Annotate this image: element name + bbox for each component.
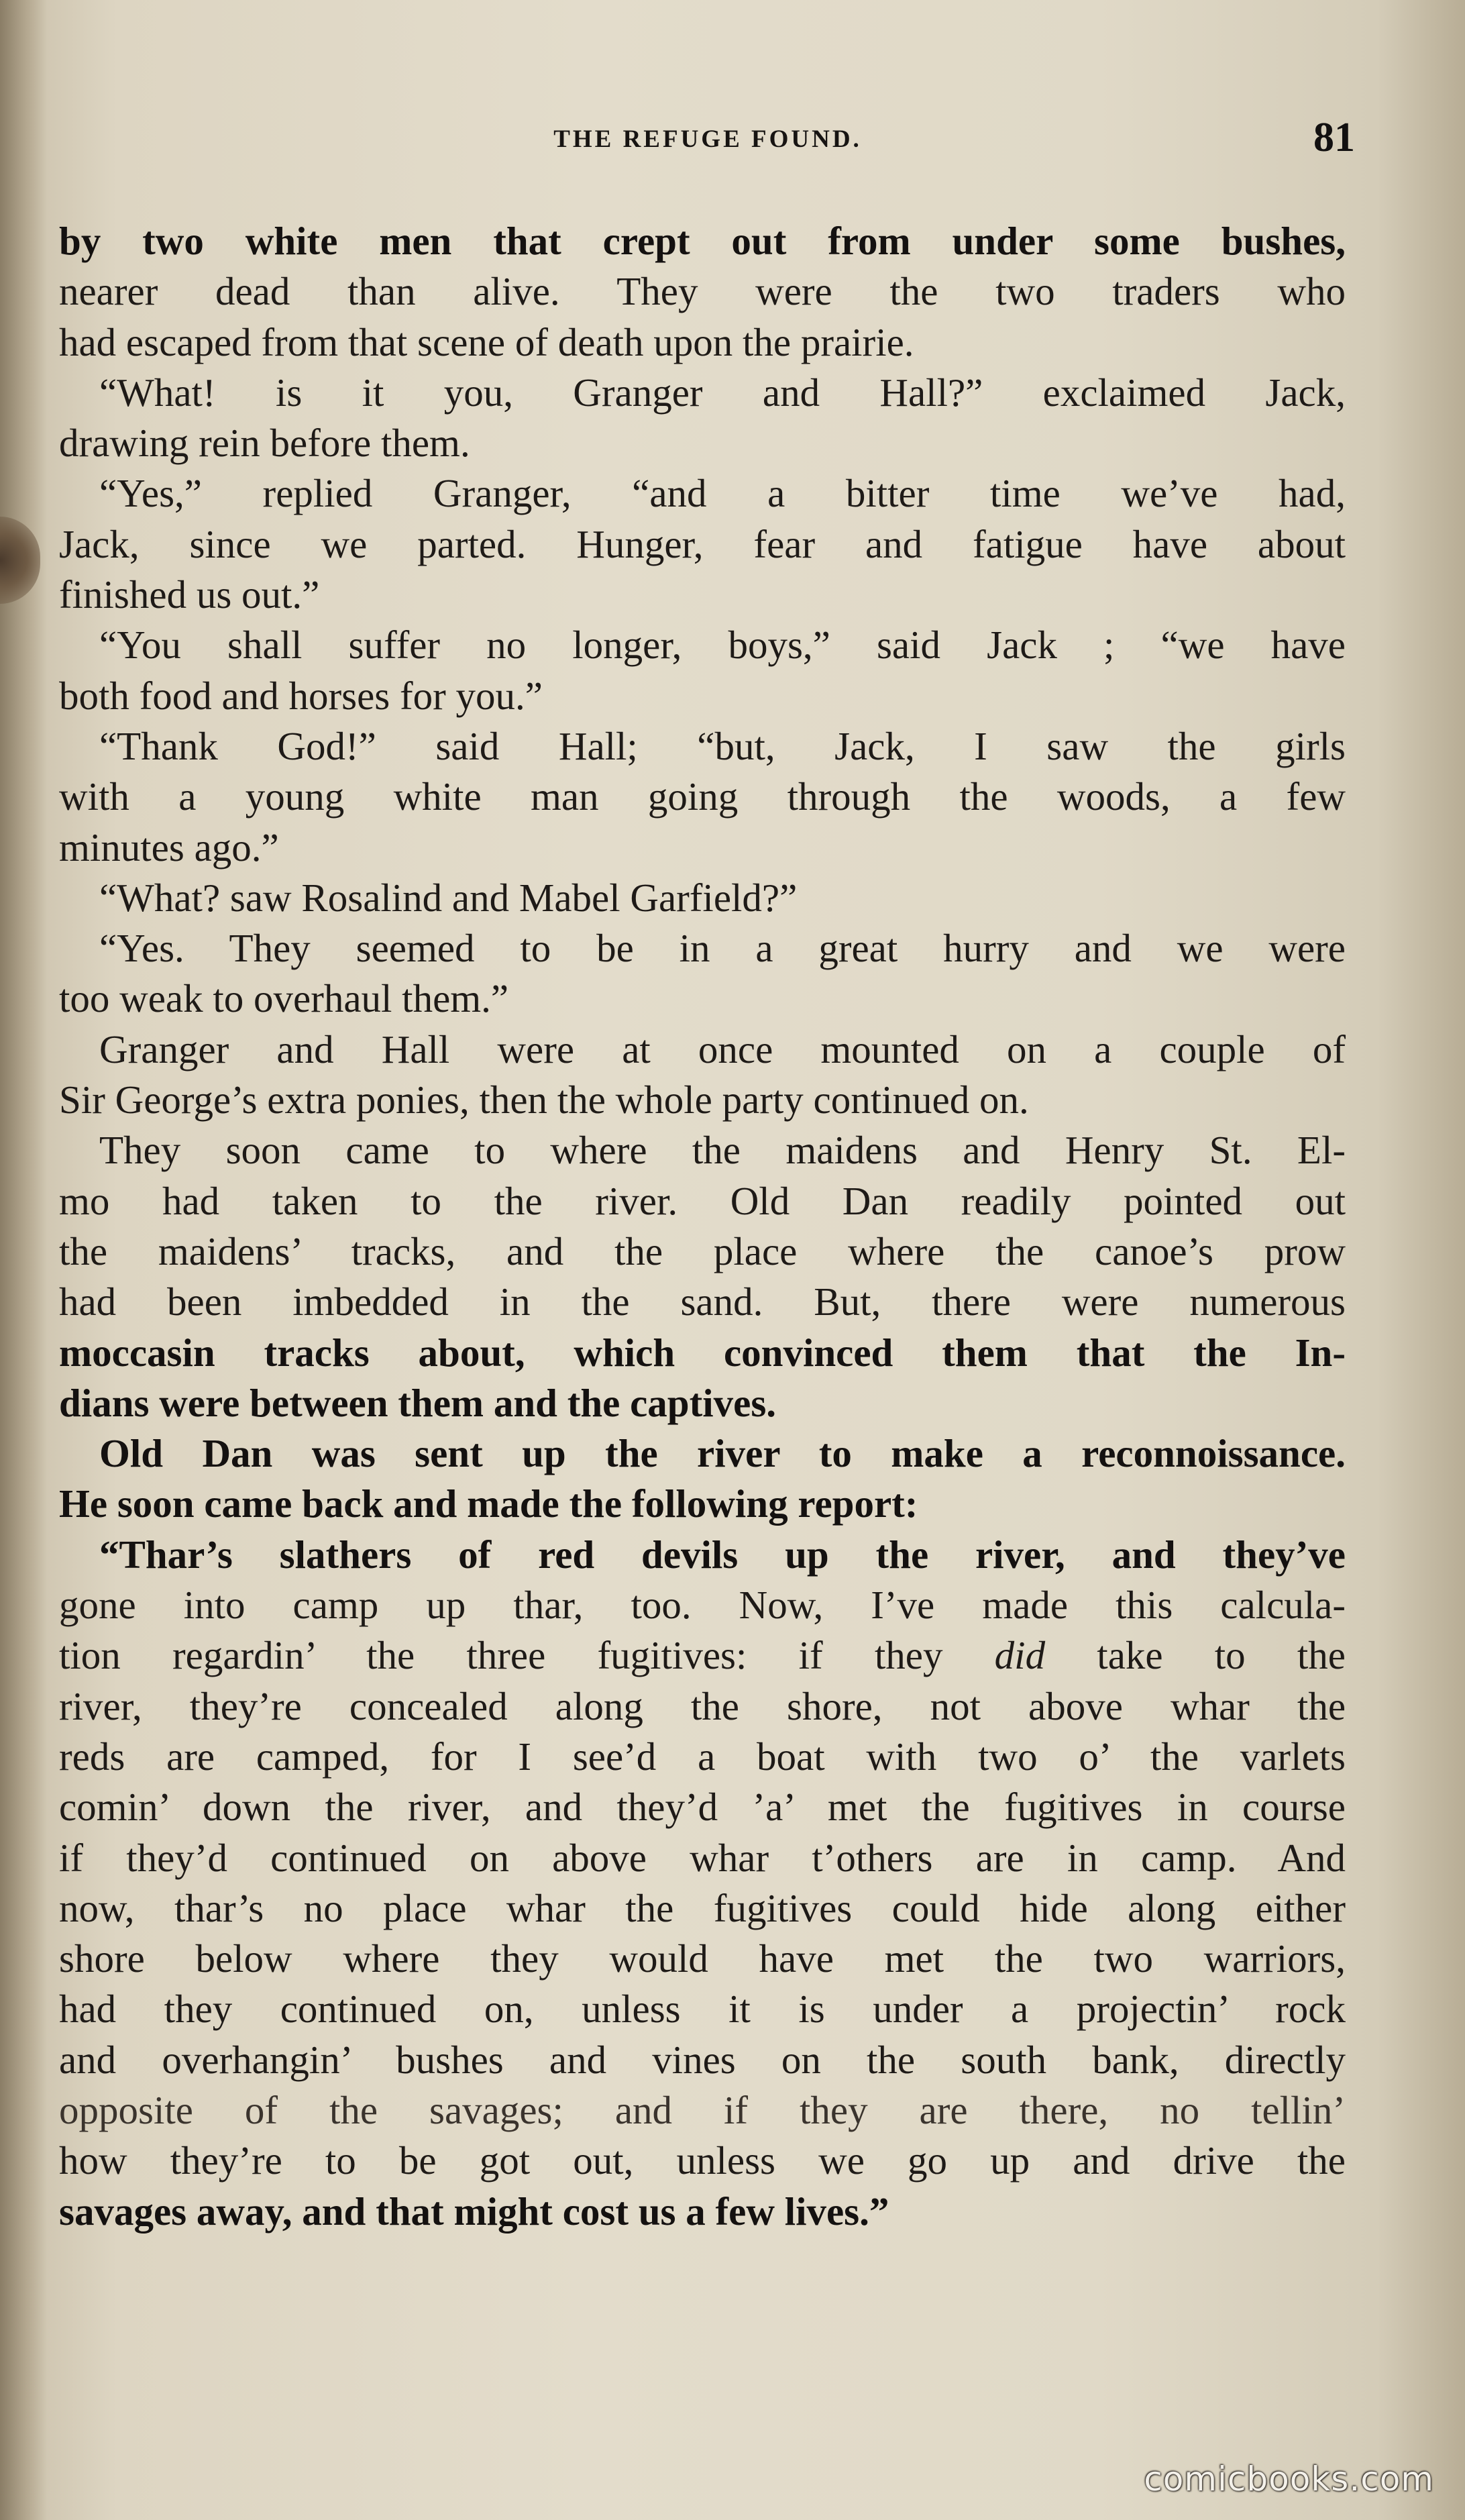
text-line: now, thar’s no place whar the fugitives could hide along either: [59, 1885, 1346, 1930]
text-line: dians were between them and the captives.: [59, 1380, 777, 1425]
text-line: Sir George’s extra ponies, then the whole party continued on.: [59, 1078, 1029, 1122]
text-line: opposite of the savages; and if they are there, no tellin’: [59, 2087, 1346, 2132]
text-line: Jack, since we parted. Hunger, fear and fatigue have about: [59, 521, 1346, 566]
text-line: mo had taken to the river. Old Dan readily pointed out: [59, 1178, 1346, 1223]
text-line: the maidens’ tracks, and the place where the canoe’s prow: [59, 1228, 1346, 1273]
text-line: had escaped from that scene of death upon the prairie.: [59, 319, 914, 364]
text-line: “Yes. They seemed to be in a great hurry and we were: [99, 926, 1346, 971]
text-line: Old Dan was sent up the river to make a reconnoissance.: [99, 1431, 1346, 1476]
text-line: river, they’re concealed along the shore, not above whar the: [59, 1683, 1346, 1728]
text-line: minutes ago.”: [59, 825, 279, 870]
text-line: had they continued on, unless it is under a projectin’ rock: [59, 1987, 1346, 2032]
text-line: with a young white man going through the woods, a few: [59, 774, 1346, 819]
text-line: and overhangin’ bushes and vines on the south bank, directly: [59, 2037, 1346, 2082]
text-line: He soon came back and made the following report:: [59, 1481, 918, 1526]
text-line: by two white men that crept out from under some bushes,: [59, 219, 1346, 263]
text-line: gone into camp up thar, too. Now, I’ve made this calcula-: [59, 1583, 1346, 1628]
text-line: “You shall suffer no longer, boys,” said Jack ; “we have: [99, 623, 1346, 668]
text-line: Granger and Hall were at once mounted on a couple of: [99, 1027, 1346, 1071]
text-line: how they’re to be got out, unless we go up and drive the: [59, 2138, 1346, 2183]
running-head: [60, 114, 1355, 174]
running-title: THE REFUGE FOUND.: [553, 125, 862, 153]
text-line: “Yes,” replied Granger, “and a bitter time we’ve had,: [99, 471, 1346, 516]
text-line: savages away, and that might cost us a few lives.”: [59, 2189, 889, 2234]
watermark: comicbooks.com: [1144, 2460, 1434, 2499]
text-line: finished us out.”: [59, 572, 320, 617]
text-line: shore below where they would have met the two warriors,: [59, 1936, 1346, 1981]
page-gutter-shadow: [0, 0, 47, 2520]
text-line: They soon came to where the maidens and Henry St. El-: [99, 1128, 1346, 1173]
text-line: too weak to overhaul them.”: [59, 976, 509, 1021]
text-line: “What? saw Rosalind and Mabel Garfield?”: [99, 875, 798, 920]
text-line: moccasin tracks about, which convinced them that the In-: [59, 1330, 1346, 1375]
text-line: if they’d continued on above whar t’others are in camp. And: [59, 1835, 1346, 1880]
text-line: “Thar’s slathers of red devils up the river, and they’ve: [99, 1532, 1346, 1577]
text-line: had been imbedded in the sand. But, there were numerous: [59, 1279, 1346, 1324]
text-line: drawing rein before them.: [59, 421, 470, 466]
page-number: 81: [1313, 115, 1355, 160]
text-line: comin’ down the river, and they’d ’a’ met the fugitives in course: [59, 1785, 1346, 1830]
text-line: “Thank God!” said Hall; “but, Jack, I saw the girls: [99, 723, 1346, 768]
text-line: reds are camped, for I see’d a boat with two o’ the varlets: [59, 1734, 1346, 1779]
text-line: “What! is it you, Granger and Hall?” exclaimed Jack,: [99, 370, 1346, 415]
text-line: nearer dead than alive. They were the two traders who: [59, 269, 1346, 314]
text-line: tion regardin’ the three fugitives: if they did take to the: [59, 1633, 1346, 1678]
body-text: [59, 216, 1346, 2237]
text-line: both food and horses for you.”: [59, 673, 543, 718]
